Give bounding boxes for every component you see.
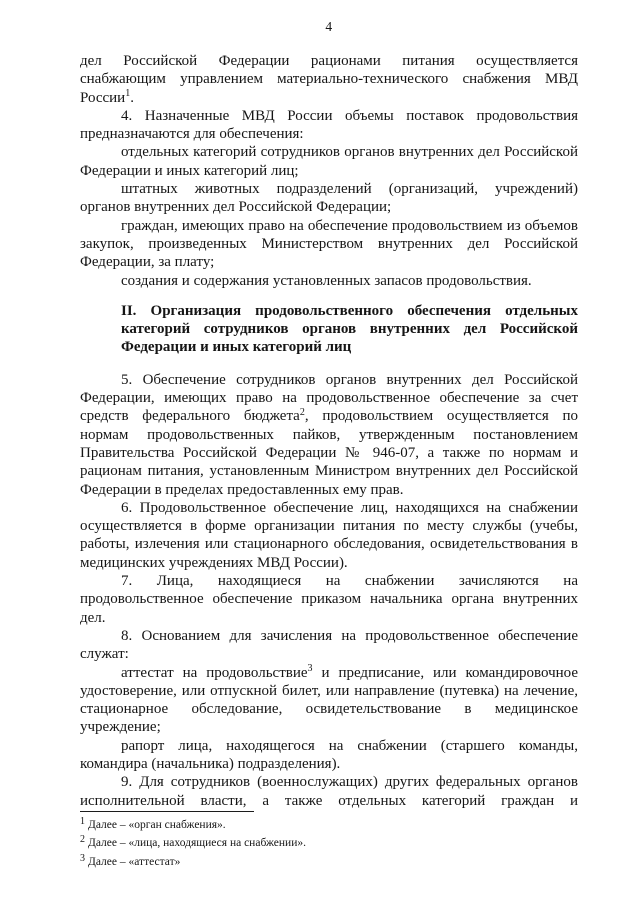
footnote-marker-3: 3 — [80, 852, 85, 864]
paragraph-list-reserves: создания и содержания установленных запасов продовольствия. — [121, 272, 532, 289]
footnote-ref-2: 2 — [299, 406, 305, 418]
section-heading-2: II. Организация продовольственного обеспечения отдельных категорий сотрудников органов внутренних дел Российской Федерации и иных категорий лиц — [121, 302, 578, 356]
footnote-text: Далее – «аттестат» — [88, 855, 181, 868]
paragraph-item-5 — [80, 371, 578, 499]
paragraph-item-4: 4. Назначенные МВД России объемы поставок продовольствия предназначаются для обеспечения: — [80, 107, 578, 143]
footnote-ref-3: 3 — [307, 663, 313, 674]
paragraph-text: 5. Обеспечение сотрудников органов внутренних дел Российской Федерации, имеющих право на продовольственное обеспечение за счет средств федерального бюджета — [80, 371, 578, 425]
paragraph-text: , продовольствием осуществляется по нормам продовольственных пайков, утвержденным постановлением Правительства Российской Федерации № 946-07, а также по нормам и рационам питания, установленным Министром внутренних дел Российской Федерации в пределах предоставленных ему прав. — [80, 408, 578, 498]
paragraph-item-9: 9. Для сотрудников (военнослужащих) других федеральных органов исполнительной власти, а также отдельных категорий граждан и — [80, 774, 578, 809]
footnote-separator — [80, 811, 254, 812]
footnote-3 — [80, 853, 578, 871]
paragraph-item-7: 7. Лица, находящиеся на снабжении зачисляются на продовольственное обеспечение приказом начальника органа внутренних дел. — [80, 573, 578, 626]
paragraph-list-animals: штатных животных подразделений (организаций, учреждений) органов внутренних дел Российской Федерации; — [80, 181, 578, 216]
paragraph-text: и предписание, или командировочное удостоверение, или отпускной билет, или направление (путевка) на лечение, стационарное обследование, освидетельствование в медицинское учреждение; — [80, 664, 578, 736]
paragraph-item-8: 8. Основанием для зачисления на продовольственное обеспечение служат: — [80, 627, 578, 663]
footnote-ref-1: 1 — [125, 88, 131, 100]
paragraph-item-6: 6. Продовольственное обеспечение лиц, находящихся на снабжении осуществляется в форме организации питания по месту службы (учебы, работы, излечения или стационарного обследования, освидетельствования в медицинских учреждениях МВД России). — [80, 499, 578, 571]
footnote-marker-1: 1 — [80, 816, 85, 827]
paragraph-list-citizens: граждан, имеющих право на обеспечение продовольствием из объемов закупок, произведенных Министерством внутренних дел Российской Федерации, за плату; — [80, 217, 578, 271]
footnote-marker-2: 2 — [80, 834, 85, 846]
document-body — [80, 52, 578, 810]
footnotes-section — [80, 811, 578, 871]
footnote-text: Далее – «орган снабжения». — [88, 819, 226, 831]
paragraph-list-categories: отдельных категорий сотрудников органов внутренних дел Российской Федерации и иных категорий лиц; — [80, 144, 578, 179]
footnote-text: Далее – «лица, находящиеся на снабжении». — [88, 837, 306, 850]
footnote-2 — [80, 834, 578, 852]
paragraph-continuation — [80, 52, 578, 107]
paragraph-text: аттестат на продовольствие — [121, 664, 308, 681]
paragraph-text: . — [130, 89, 134, 106]
page-number: 4 — [325, 19, 333, 34]
paragraph-raport: рапорт лица, находящегося на снабжении (старшего команды, командира (начальника) подразделения). — [80, 737, 578, 772]
footnote-1 — [80, 816, 578, 834]
paragraph-attestat — [80, 664, 578, 737]
paragraph-text: дел Российской Федерации рационами питания осуществляется снабжающим управлением материально-технического снабжения МВД России — [80, 53, 578, 106]
